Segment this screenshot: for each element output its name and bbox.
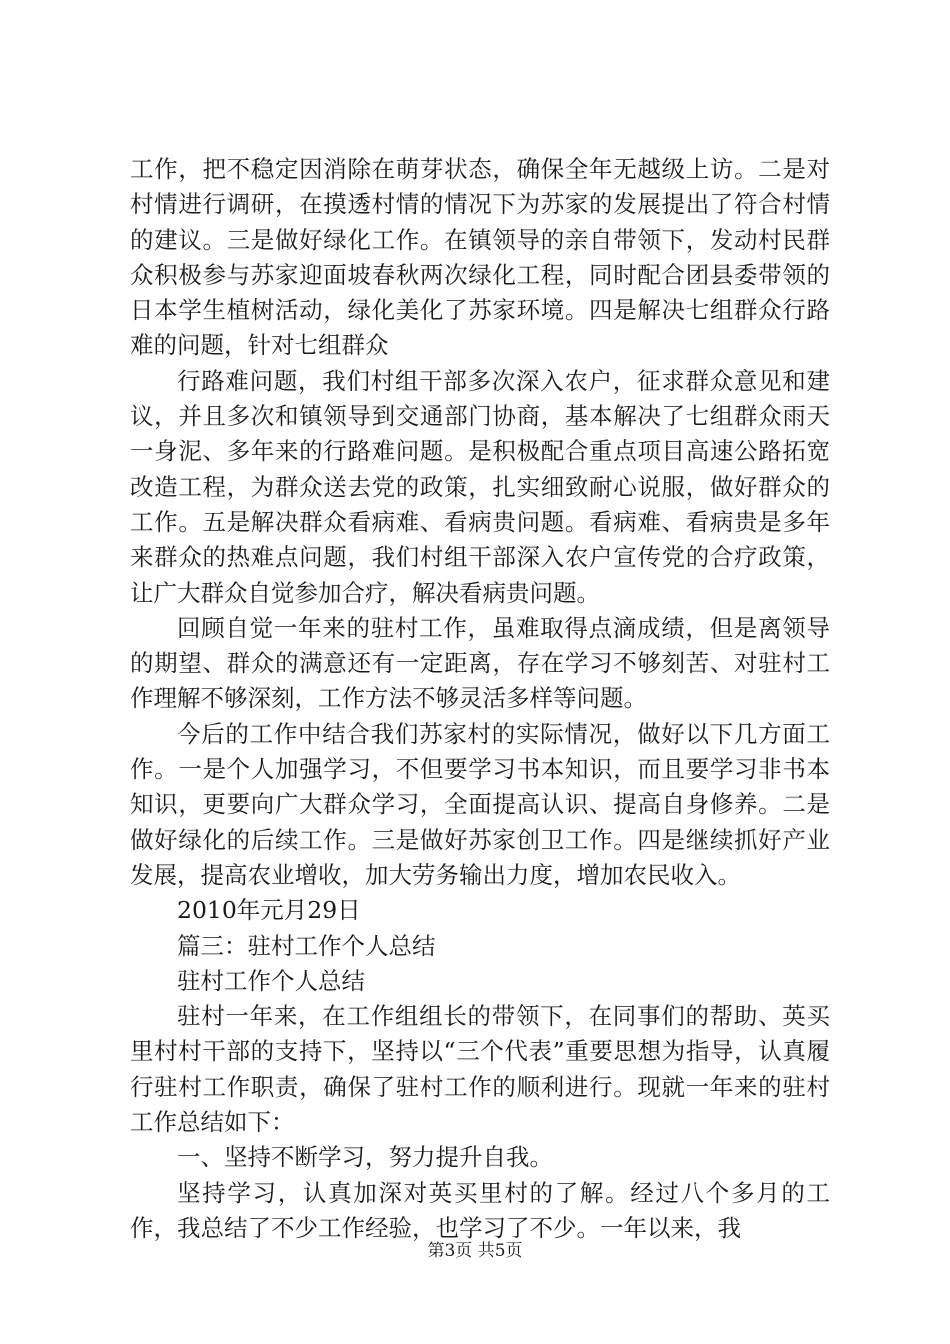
document-body bbox=[130, 152, 830, 1246]
section-heading: 篇三：驻村工作个人总结 bbox=[177, 931, 436, 960]
section-title: 驻村工作个人总结 bbox=[177, 966, 365, 995]
subheading: 一、坚持不断学习，努力提升自我。 bbox=[177, 1143, 553, 1172]
date-line: 2010年元月29日 bbox=[177, 896, 361, 925]
paragraph-3: 回顾自觉一年来的驻村工作，虽难取得点滴成绩，但是离领导的期望、群众的满意还有一定距离，存在学习不够刻苦、对驻村工作理解不够深刻，工作方法不够灵活多样等问题。 bbox=[130, 613, 830, 713]
paragraph-1: 工作，把不稳定因消除在萌芽状态，确保全年无越级上访。二是对村情进行调研，在摸透村情的情况下为苏家的发展提出了符合村情的建议。三是做好绿化工作。在镇领导的亲自带领下，发动村民群众积极参与苏家迎面坡春秋两次绿化工程，同时配合团县委带领的日本学生植树活动，绿化美化了苏家环境。四是解决七组群众行路难的问题，针对七组群众 bbox=[130, 155, 830, 360]
paragraph-4: 今后的工作中结合我们苏家村的实际情况，做好以下几方面工作。一是个人加强学习，不但要学习书本知识，而且要学习非书本知识，更要向广大群众学习，全面提高认识、提高自身修养。二是做好绿化的后续工作。三是做好苏家创卫工作。四是继续抓好产业发展，提高农业增收，加大劳务输出力度，增加农民收入。 bbox=[130, 719, 830, 889]
paragraph-2: 行路难问题，我们村组干部多次深入农户，征求群众意见和建议，并且多次和镇领导到交通部门协商，基本解决了七组群众雨天一身泥、多年来的行路难问题。是积极配合重点项目高速公路拓宽改造工程，为群众送去党的政策，扎实细致耐心说服，做好群众的工作。五是解决群众看病难、看病贵问题。看病难、看病贵是多年来群众的热难点问题，我们村组干部深入农户宣传党的合疗政策，让广大群众自觉参加合疗，解决看病贵问题。 bbox=[130, 366, 830, 607]
paragraph-6: 坚持学习，认真加深对英买里村的了解。经过八个多月的工作，我总结了不少工作经验，也学习了不少。一年以来，我 bbox=[130, 1178, 830, 1242]
paragraph-5: 驻村一年来，在工作组组长的带领下，在同事们的帮助、英买里村村干部的支持下，坚持以“三个代表”重要思想为指导，认真履行驻村工作职责，确保了驻村工作的顺利进行。现就一年来的驻村工作总结如下： bbox=[130, 1002, 830, 1137]
page-number-footer: 第3页 共5页 bbox=[427, 1241, 523, 1261]
